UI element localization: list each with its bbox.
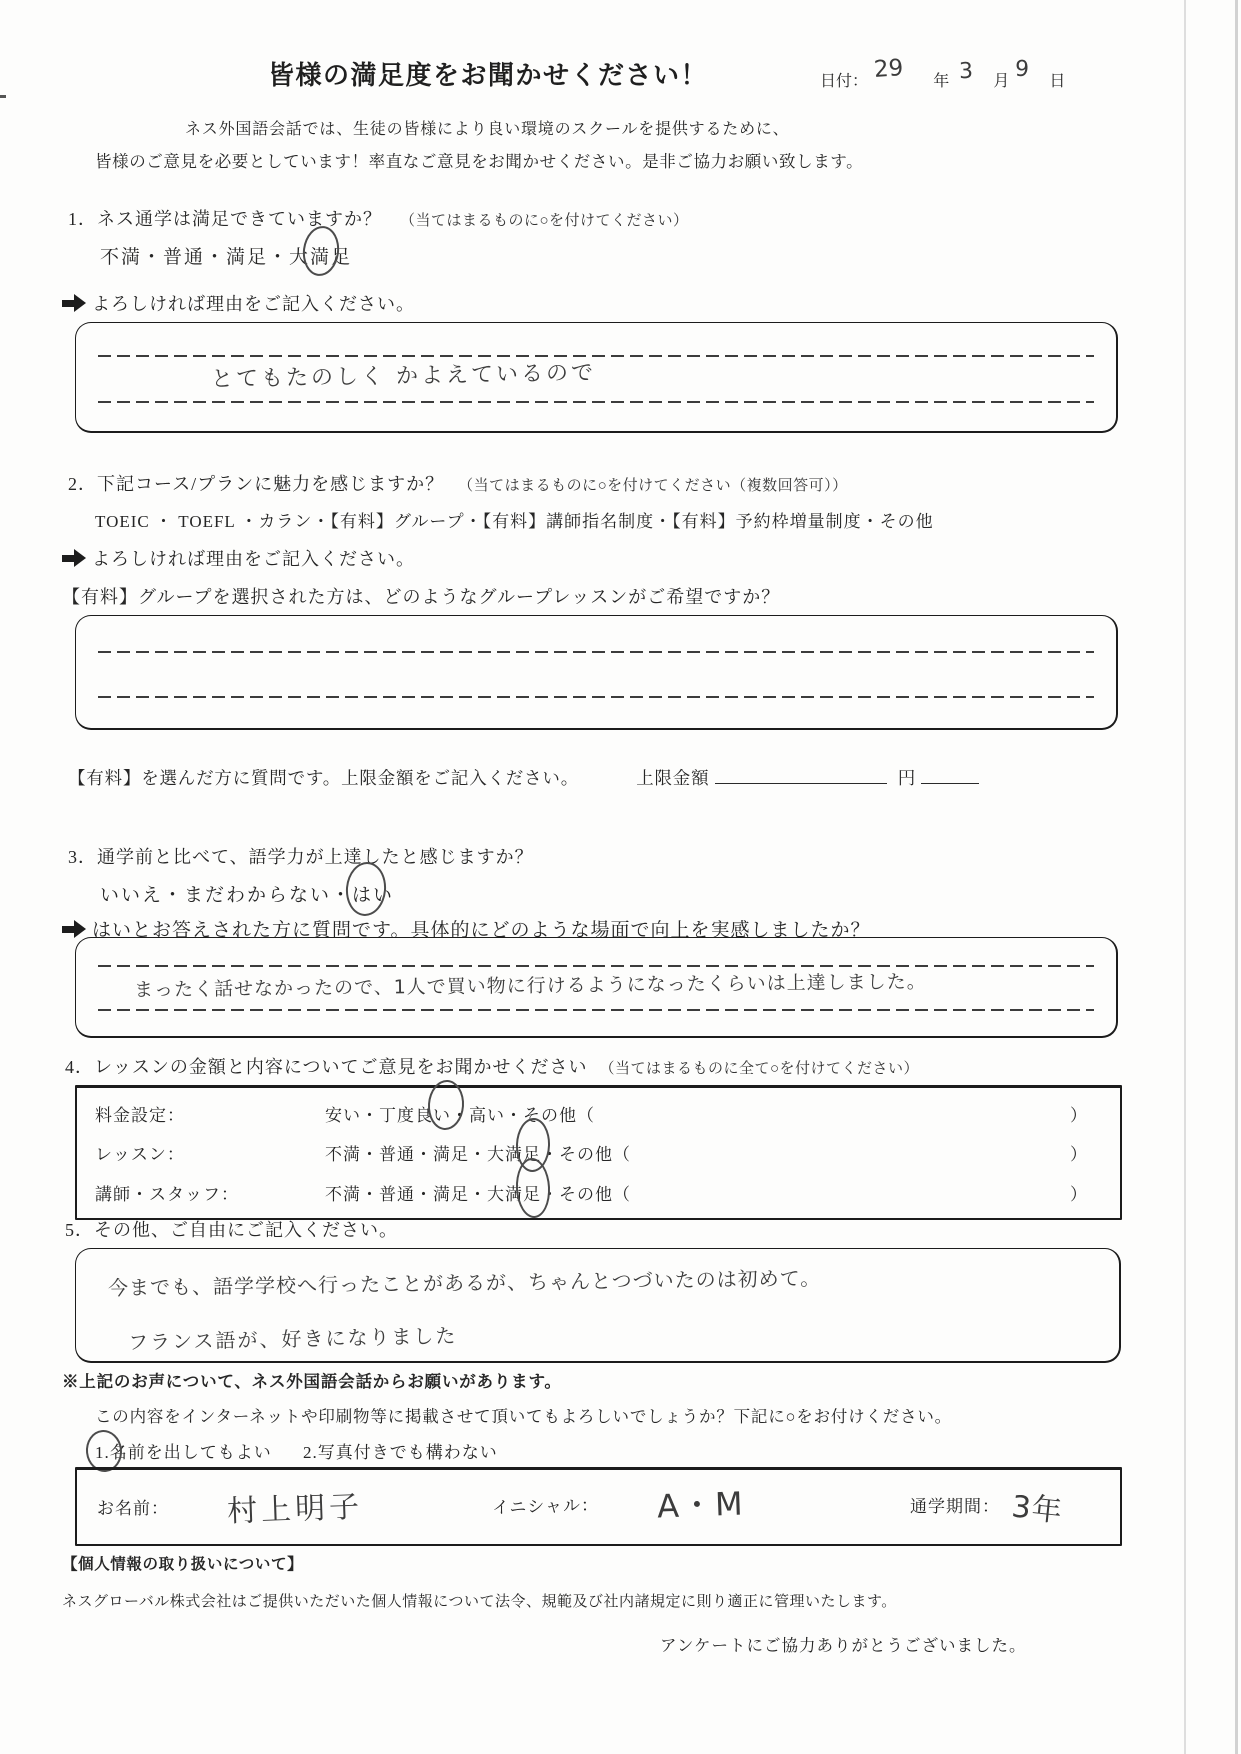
arrow-icon [62, 549, 86, 567]
privacy-text: ネスグローバル株式会社はご提供いただいた個人情報について法令、規範及び社内諸規定に則り適正に管理いたします。 [62, 1594, 897, 1610]
ruled-line [98, 355, 1094, 357]
q2-paid-question: 【有料】を選んだ方に質問です。上限金額をご記入ください。 [68, 768, 579, 788]
q4-row-close-paren: ） [1070, 1145, 1088, 1165]
q1-hint: （当てはまるものに○を付けてください） [400, 213, 689, 229]
date-row [820, 55, 1066, 92]
q4-row-label: 講師・スタッフ： [95, 1184, 239, 1204]
q2-paid-question-row [68, 765, 979, 790]
scan-artifact [0, 95, 6, 98]
limit-tail-line [921, 783, 979, 784]
intro-line-2: 皆様のご意見を必要としています！率直なご意見をお聞かせください。是非ご協力お願い致します。 [95, 152, 864, 171]
q2-question-row [68, 470, 848, 496]
consent-option-2: 2.写真付きでも構わない [303, 1443, 498, 1462]
page-title: 皆様の満足度をお聞かせください！ [268, 61, 709, 90]
ruled-line [98, 696, 1094, 698]
date-label: 日付： [820, 73, 869, 90]
intro-line-1: ネス外国語会話では、生徒の皆様により良い環境のスクールを提供するために、 [185, 121, 790, 138]
q4-row-staff [77, 1180, 1120, 1205]
thanks-text: アンケートにご協力ありがとうございました。 [660, 1636, 1027, 1655]
q4-row-options: 不満・普通・満足・大満足・その他（ [325, 1184, 631, 1204]
q4-row-label: 料金設定： [95, 1106, 185, 1126]
publication-note: ※上記のお声について、ネス外国語会話からお願いがあります。 [62, 1372, 562, 1391]
initial-label: イニシャル： [491, 1495, 600, 1518]
q3-answer-box [75, 937, 1118, 1038]
date-day-unit: 日 [1049, 73, 1066, 90]
q3-followup: はいとお答えされた方に質問です。具体的にどのような場面で向上を実感しましたか？ [92, 920, 871, 941]
q4-row-options: 安い・丁度良い・高い・その他（ [325, 1106, 595, 1126]
consent-options-row [95, 1438, 498, 1463]
q4-row-label: レッスン： [95, 1145, 185, 1165]
initial-value: A・M [656, 1484, 746, 1526]
date-year-value: 29 [873, 55, 905, 83]
q5-question: 5．その他、ご自由にご記入ください。 [65, 1220, 398, 1240]
q1-reason-prompt: よろしければ理由をご記入ください。 [92, 294, 415, 314]
date-day-value: 9 [1014, 56, 1030, 83]
q1-answer-text: とてもたのしく かよえているので [210, 360, 597, 393]
q2-reason-prompt: よろしければ理由をご記入ください。 [92, 549, 415, 569]
consent-question: この内容をインターネットや印刷物等に掲載させて頂いてもよろしいでしょうか？下記に○をお付けください。 [95, 1407, 952, 1426]
q4-question: 4．レッスンの金額と内容についてご意見をお聞かせください [65, 1057, 588, 1077]
limit-unit: 円 [897, 768, 917, 788]
q4-row-pricing [77, 1101, 1120, 1126]
q2-group-question: 【有料】グループを選択された方は、どのようなグループレッスンがご希望ですか？ [62, 587, 781, 607]
period-label: 通学期間： [910, 1497, 1000, 1516]
arrow-icon [62, 920, 86, 938]
q4-row-lesson [77, 1140, 1120, 1165]
q2-answer-box [75, 615, 1118, 730]
q1-reason-prompt-row [62, 290, 415, 316]
q5-answer-line2: フランス語が、好きになりました [127, 1323, 458, 1355]
q3-answer-text: まったく話せなかったので、1人で買い物に行けるようになったくらいは上達しました。 [133, 970, 927, 1002]
date-year-unit: 年 [933, 73, 950, 90]
limit-value-field [715, 783, 887, 784]
q2-options: TOEIC ・ TOEFL ・カラン・【有料】グループ・【有料】講師指名制度・【有料】予約枠増量制度・その他 [95, 512, 934, 531]
q1-answer-box [75, 322, 1118, 433]
q1-question-row [68, 205, 689, 231]
ruled-line [98, 965, 1094, 967]
ruled-line [98, 1009, 1094, 1011]
limit-label: 上限金額 [636, 768, 710, 788]
ruled-line [98, 401, 1094, 403]
date-month-value: 3 [958, 58, 974, 85]
q1-options: 不満・普通・満足・大満足 [100, 247, 353, 268]
q4-row-close-paren: ） [1070, 1106, 1088, 1126]
q1-selected-circle [300, 224, 342, 278]
q4-row-close-paren: ） [1070, 1184, 1088, 1204]
date-month-unit: 月 [993, 73, 1010, 90]
q4-hint: （当てはまるものに全て○を付けてください） [599, 1061, 920, 1077]
q2-question: 2．下記コース/プランに魅力を感じますか？ [68, 474, 445, 494]
respondent-info-box [75, 1467, 1122, 1546]
scan-edge-line [1184, 0, 1186, 1754]
q2-reason-prompt-row [62, 545, 415, 571]
q5-answer-box [75, 1248, 1121, 1363]
q4-question-row [65, 1053, 919, 1079]
q3-options: いいえ・まだわからない・はい [100, 885, 395, 906]
arrow-icon [62, 294, 86, 312]
q3-question: 3．通学前と比べて、語学力が上達したと感じますか？ [68, 847, 534, 867]
q2-hint: （当てはまるものに○を付けてください（複数回答可）） [458, 478, 848, 494]
q4-row-options: 不満・普通・満足・大満足・その他（ [325, 1145, 631, 1165]
scan-edge-line [1235, 0, 1238, 1754]
q4-table [75, 1085, 1122, 1220]
consent-option-1: 1.名前を出してもよい [95, 1443, 272, 1462]
period-value: 3年 [1009, 1489, 1065, 1530]
name-label: お名前： [97, 1499, 169, 1518]
name-value: 村上明子 [226, 1489, 364, 1530]
q5-answer-line1: 今までも、語学学校へ行ったことがあるが、ちゃんとつづいたのは初めて。 [107, 1266, 822, 1300]
q1-question: 1．ネス通学は満足できていますか？ [68, 209, 382, 229]
ruled-line [98, 651, 1094, 653]
privacy-header: 【個人情報の取り扱いについて】 [62, 1556, 304, 1573]
